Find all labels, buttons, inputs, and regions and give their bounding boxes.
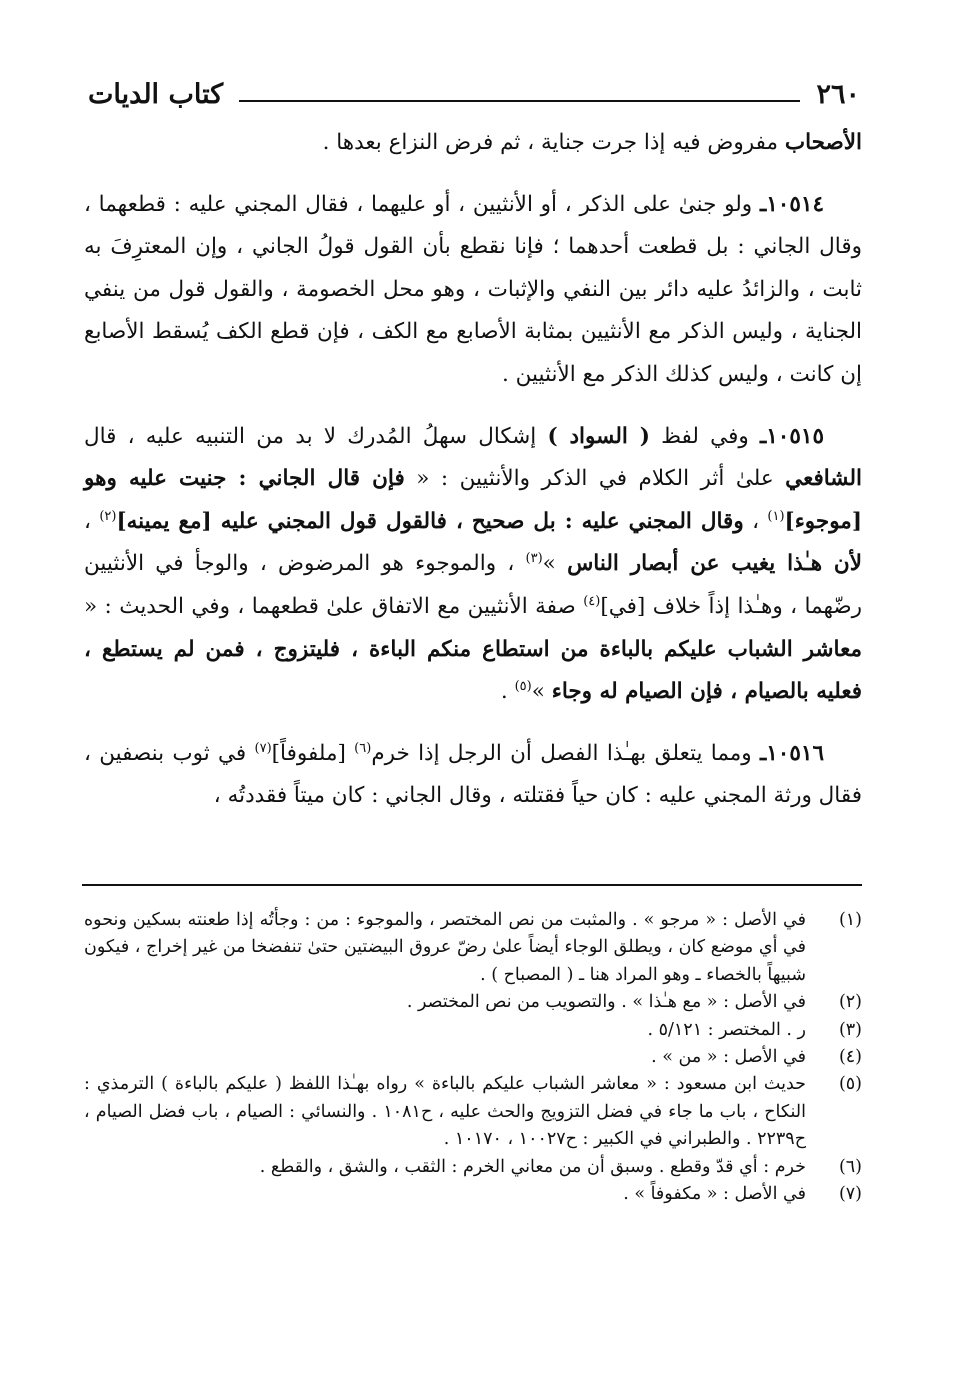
paragraph-text: ومما يتعلق بهـٰذا الفصل أن الرجل إذا خرم (371, 740, 760, 766)
footnote-text: حديث ابن مسعود : « معاشر الشباب عليكم بالباءة » رواه بهـٰذا اللفظ ( عليكم بالباءة ) الترمذي : النكاح ، باب ما جاء في فضل التزويج والحث عليه ، ح١٠٨١ . والنسائي : الصيام ، باب فضل الصيام ، ح٢٢٣٩ . والطبراني في الكبير : ح١٠٠٢٧ ، ١٠١٧٠ . (84, 1074, 806, 1150)
footnote-ref[interactable]: (٧) (254, 740, 272, 756)
quoted-text: لأن هـٰذا يغيب عن أبصار الناس (567, 551, 862, 577)
footnotes (84, 907, 862, 1208)
paragraph-text: وفي لفظ (649, 423, 760, 449)
footnote-item (84, 1044, 862, 1071)
footnote-item (84, 1181, 862, 1208)
paragraph-number: ١٠٥١٥ـ (759, 423, 824, 449)
footnote-ref[interactable]: (٣) (525, 551, 543, 567)
book-title: كتاب الديات (88, 79, 224, 110)
bold-name: الشافعي (785, 466, 862, 492)
intro-paragraph (84, 122, 862, 165)
paragraph-text: في ثوب بنصفين ، فقال ورثة المجني عليه : كان حياً فقتلته ، وقال الجاني : كان ميتاً فقددتُه ، (84, 740, 862, 809)
bold-term: ( السواد ) (547, 423, 650, 449)
paragraph-text: ولو جنىٰ على الذكر ، أو الأنثيين ، أو عليهما ، فقال المجني عليه : قطعهما ، وقال الجاني : بل قطعت أحدهما ؛ فإنا نقطع بأن القول قولُ الجاني ، وإن المعترِفَ به ثابت ، والزائدُ عليه دائر بين النفي والإثبات ، وهو محل الخصومة ، والقول قول من ينفي الجناية ، وليس الذكر مع الأنثيين بمثابة الأصابع مع الكف ، فإن قطع الكف يُسقط الأصابع إن كانت ، وليس كذلك الذكر مع الأنثيين . (84, 191, 862, 387)
footnote-text: في الأصل : « مكفوفاً » . (623, 1184, 806, 1205)
footnote-item (84, 1071, 862, 1153)
footnote-ref[interactable]: (٥) (514, 678, 532, 694)
footnote-item (84, 1154, 862, 1181)
footnote-ref[interactable]: (١) (767, 508, 785, 524)
intro-text: مفروض فيه إذا جرت جناية ، ثم فرض النزاع بعدها . (322, 130, 785, 155)
intro-bold: الأصحاب (784, 130, 862, 155)
footnote-number: (٤) (838, 1047, 862, 1068)
footnote-number: (٥) (838, 1074, 862, 1095)
paragraph-10514 (84, 184, 862, 397)
paragraph-text: علىٰ أثر الكلام في الذكر والأنثيين : « (404, 466, 786, 492)
running-header (88, 62, 860, 112)
paragraph-text: » (531, 679, 552, 705)
paragraph-10515 (84, 416, 862, 714)
main-text (84, 122, 862, 818)
footnote-text: في الأصل : « مع هـٰذا » . والتصويب من نص المختصر . (406, 992, 806, 1013)
footnote-text: خرم : أي قدّ وقطع . وسبق أن من معاني الخرم : الثقب ، والشق ، والقطع . (259, 1156, 806, 1177)
header-rule (239, 100, 800, 102)
footnote-number: (١) (838, 910, 862, 930)
footnote-text: في الأصل : « مرجو » . والمثبت من نص المختصر ، والموجوء : من : وجأتُه إذا طعنته بسكين ونحوه في أي موضع كان ، ويطلق الوجاء أيضاً علىٰ رضّ عروق البيضتين حتىٰ تنفضخا من غير إخراج ، فيكون شبيهاً بالخصاء ـ وهو المراد هنا ـ ( المصباح ) . (84, 910, 806, 985)
paragraph-text: ، (743, 508, 768, 534)
footnote-item (84, 989, 862, 1016)
paragraph-text: ، والموجوء هو المرضوض ، والوجأ في الأنثيين رضّهما ، وهـٰذا إذاً خلاف [في] (84, 551, 862, 619)
paragraph-text: » (542, 551, 568, 577)
quoted-text: وقال المجني عليه : بل صحيح ، فالقول قول المجني عليه [مع يمينه] (116, 508, 744, 534)
footnote-number: (٦) (838, 1156, 862, 1177)
footnote-ref[interactable]: (٦) (354, 740, 372, 756)
paragraph-text: . (500, 679, 515, 705)
paragraph-text: [ملفوفاً] (271, 740, 355, 766)
paragraph-text: صفة الأنثيين مع الاتفاق علىٰ قطعهما ، وفي الحديث : « (84, 593, 584, 619)
footnote-text: في الأصل : « من » . (651, 1047, 806, 1068)
footnote-number: (٣) (838, 1019, 862, 1040)
hadith-text: معاشر الشباب عليكم بالباءة من استطاع منكم الباءة ، فليتزوج ، فمن لم يستطع ، فعليه بالصيام ، فإن الصيام له وجاء (84, 636, 862, 705)
footnote-divider (82, 884, 862, 886)
footnote-ref[interactable]: (٢) (99, 508, 117, 524)
paragraph-10516 (84, 733, 862, 818)
footnote-item (84, 907, 862, 989)
paragraph-text: إشكال سهلُ المُدرك لا بد من التنبيه عليه ، قال (84, 423, 548, 449)
paragraph-number: ١٠٥١٤ـ (759, 191, 824, 217)
footnote-ref[interactable]: (٤) (583, 593, 601, 609)
paragraph-text: ، (84, 508, 100, 534)
footnote-number: (٧) (838, 1184, 862, 1205)
paragraph-number: ١٠٥١٦ـ (759, 740, 824, 766)
quoted-text: فإن قال الجاني : جنيت عليه وهو [موجوء] (84, 466, 862, 534)
footnote-text: ر . المختصر : ٥/١٢١ . (647, 1019, 806, 1040)
page-number: ٢٦٠ (816, 79, 860, 110)
footnote-item (84, 1017, 862, 1044)
footnote-number: (٢) (838, 992, 862, 1013)
